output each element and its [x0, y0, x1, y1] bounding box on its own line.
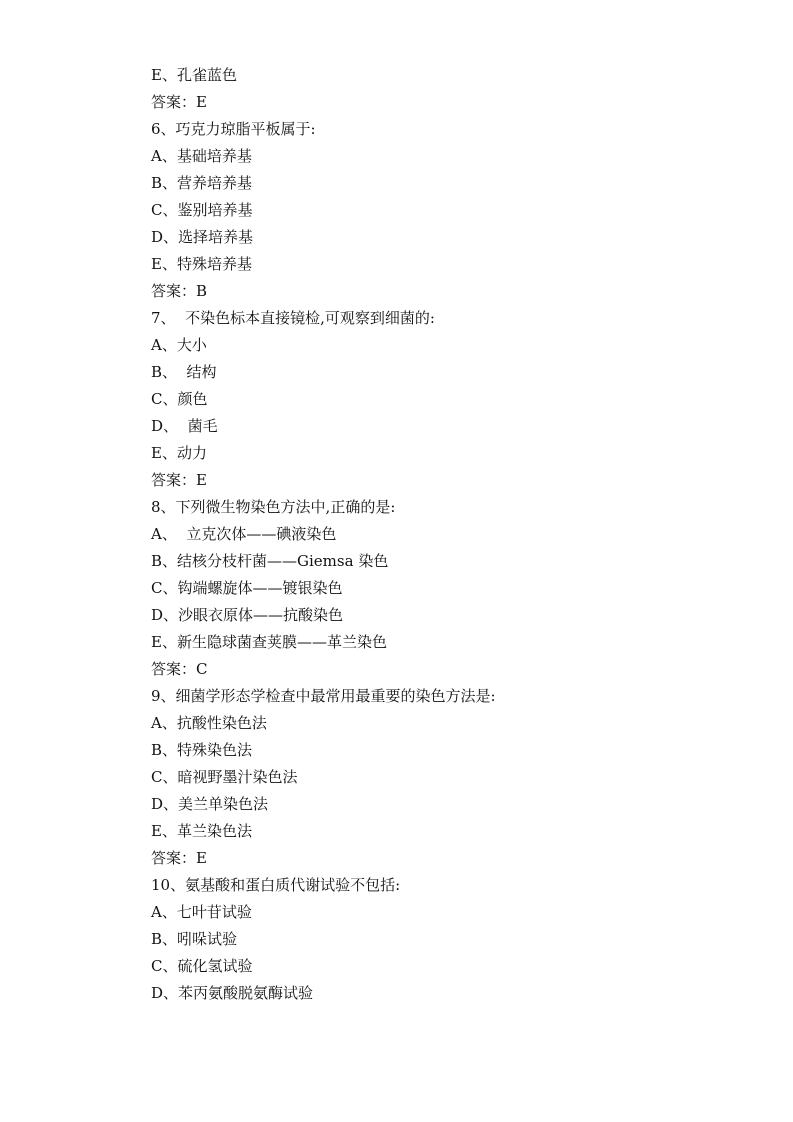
- question-line: 9、细菌学形态学检查中最常用最重要的染色方法是:: [151, 687, 496, 705]
- option-line: C、硫化氢试验: [151, 957, 253, 975]
- option-line: C、暗视野墨汁染色法: [151, 768, 298, 786]
- option-line: D、苯丙氨酸脱氨酶试验: [151, 984, 314, 1002]
- option-line: B、特殊染色法: [151, 741, 253, 759]
- option-line: E、孔雀蓝色: [151, 66, 237, 84]
- option-line: B、 结构: [151, 363, 217, 381]
- option-line: E、动力: [151, 444, 207, 462]
- answer-line: 答案：E: [151, 849, 207, 867]
- option-line: B、吲哚试验: [151, 930, 238, 948]
- answer-line: 答案：E: [151, 471, 207, 489]
- answer-line: 答案：E: [151, 93, 207, 111]
- option-line: B、结核分枝杆菌——Giemsa 染色: [151, 552, 389, 570]
- question-line: 10、氨基酸和蛋白质代谢试验不包括:: [151, 876, 401, 894]
- option-line: C、钩端螺旋体——镀银染色: [151, 579, 343, 597]
- option-line: D、选择培养基: [151, 228, 254, 246]
- option-line: A、抗酸性染色法: [151, 714, 267, 732]
- option-line: E、特殊培养基: [151, 255, 252, 273]
- option-line: D、 菌毛: [151, 417, 218, 435]
- question-line: 6、巧克力琼脂平板属于:: [151, 120, 316, 138]
- answer-line: 答案：B: [151, 282, 208, 300]
- option-line: A、 立克次体——碘液染色: [151, 525, 337, 543]
- option-line: B、营养培养基: [151, 174, 253, 192]
- question-line: 8、下列微生物染色方法中,正确的是:: [151, 498, 396, 516]
- question-line: 7、 不染色标本直接镜检,可观察到细菌的:: [151, 309, 435, 327]
- answer-line: 答案：C: [151, 660, 208, 678]
- option-line: C、颜色: [151, 390, 208, 408]
- option-line: E、新生隐球菌查荚膜——革兰染色: [151, 633, 387, 651]
- option-line: C、鉴别培养基: [151, 201, 253, 219]
- option-line: E、革兰染色法: [151, 822, 252, 840]
- option-line: D、沙眼衣原体——抗酸染色: [151, 606, 344, 624]
- question-text-block: [151, 62, 751, 1007]
- option-line: A、七叶苷试验: [151, 903, 252, 921]
- option-line: D、美兰单染色法: [151, 795, 269, 813]
- option-line: A、大小: [151, 336, 207, 354]
- option-line: A、基础培养基: [151, 147, 252, 165]
